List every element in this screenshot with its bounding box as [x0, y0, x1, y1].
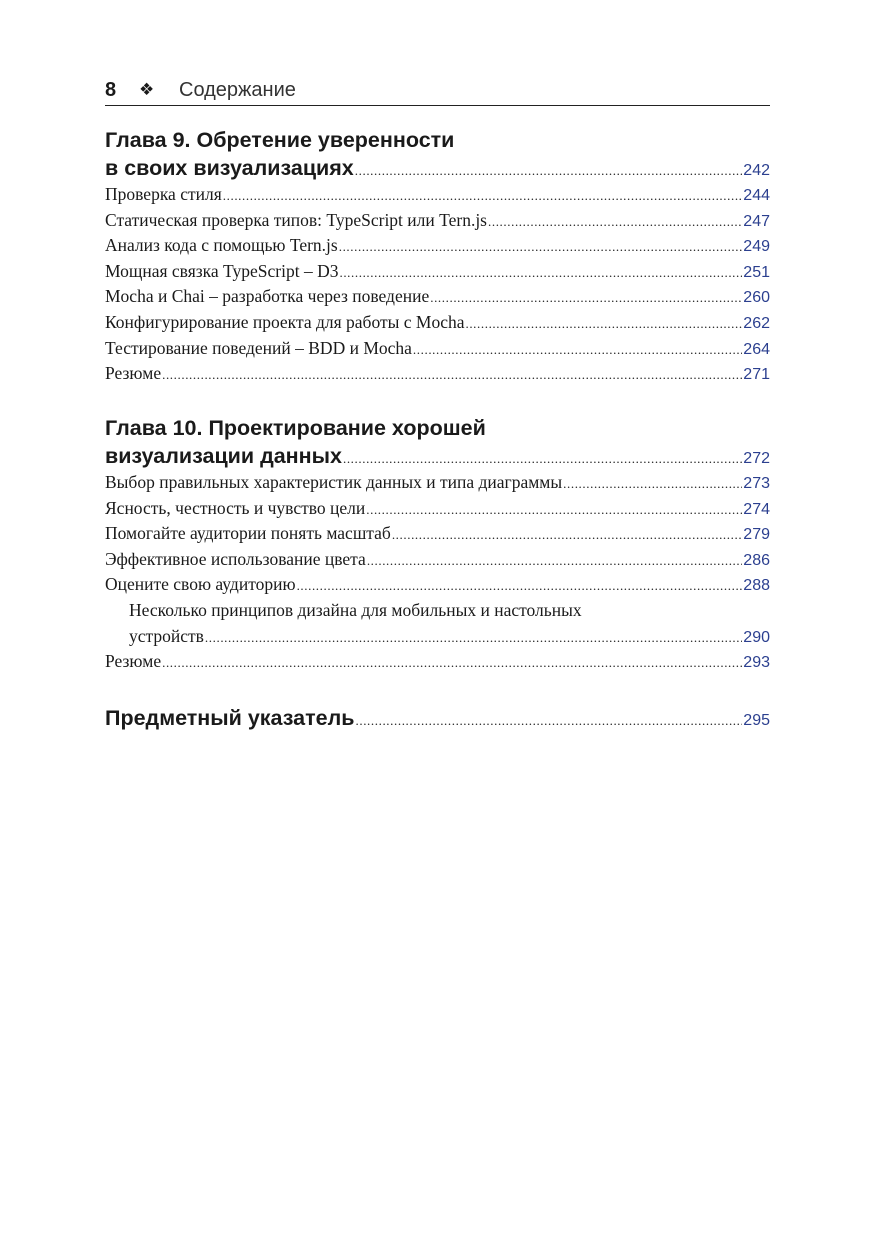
toc-entry-label: Конфигурирование проекта для работы с Mocha: [105, 311, 465, 332]
chapter-9-title-row: [105, 154, 770, 182]
chapter-10-title-line2: визуализации данных: [105, 444, 342, 468]
toc-subentry: [105, 624, 770, 650]
toc-entry-page: 249: [743, 238, 770, 256]
toc-entry-page: 286: [743, 551, 770, 569]
chapter-10-page: 272: [743, 450, 770, 467]
toc-entry: [105, 572, 770, 598]
toc-entry-page: 262: [743, 314, 770, 332]
toc-entry: [105, 547, 770, 573]
chapter-10-title-row: [105, 442, 770, 470]
leader-dots: [366, 497, 742, 523]
toc-entry-page: 244: [743, 187, 770, 204]
toc-entry-page: 264: [743, 340, 770, 358]
leader-dots: [392, 522, 742, 548]
toc-entry-page: 271: [743, 366, 770, 384]
chapter-10-title-line1: Глава 10. Проектирование хорошей: [105, 416, 486, 440]
leader-dots: [343, 445, 742, 473]
toc-entry-label: Анализ кода с помощью Tern.js: [105, 235, 338, 256]
leader-dots: [162, 650, 742, 676]
toc-subentry-label: устройств: [129, 625, 204, 646]
toc-entry: [105, 284, 770, 310]
leader-dots: [205, 625, 742, 651]
toc-entry-page: 288: [743, 577, 770, 595]
toc-entry-label: Ясность, честность и чувство цели: [105, 497, 366, 518]
toc-entry-label: Мощная связка TypeScript – D3: [105, 260, 339, 281]
leader-dots: [367, 548, 742, 574]
toc-subentry-line1: Несколько принципов дизайна для мобильных и настольных: [129, 599, 582, 620]
toc-entry-label: Статическая проверка типов: TypeScript или Tern.js: [105, 209, 487, 230]
toc-entry: [105, 233, 770, 259]
toc-entry-label: Оцените свою аудиторию: [105, 574, 296, 595]
toc-entry: [105, 336, 770, 362]
toc-entry: [105, 208, 770, 234]
toc-entry: [105, 470, 770, 496]
toc-entry: [105, 182, 770, 208]
toc-entry-label: Резюме: [105, 651, 162, 672]
chapter-10: [105, 414, 770, 675]
chapter-9: [105, 126, 770, 387]
toc-entry-label: Проверка стиля: [105, 184, 222, 204]
toc-entry-label: Помогайте аудитории понять масштаб: [105, 523, 391, 544]
chapter-9-title-line1: Глава 9. Обретение уверенности: [105, 128, 455, 152]
leader-dots: [355, 157, 743, 185]
toc-entry: [105, 649, 770, 675]
leader-dots: [223, 183, 743, 209]
toc-entry-page: 247: [743, 212, 770, 230]
leader-dots: [339, 234, 743, 260]
toc-entry-page: 293: [743, 654, 770, 672]
toc-entry-label: Эффективное использование цвета: [105, 548, 366, 569]
leader-dots: [430, 285, 742, 311]
leader-dots: [356, 706, 743, 736]
leader-dots: [413, 337, 742, 363]
leader-dots: [162, 362, 742, 388]
toc-entry-page: 260: [743, 289, 770, 307]
toc-entry-label: Тестирование поведений – BDD и Mocha: [105, 337, 412, 358]
index-page: 295: [743, 712, 770, 729]
toc-subentry-page: 290: [743, 628, 770, 646]
leader-dots: [488, 209, 742, 235]
toc-entry: [105, 310, 770, 336]
toc-entry-page: 274: [743, 500, 770, 518]
leader-dots: [339, 260, 742, 286]
toc-entry-page: 251: [743, 263, 770, 281]
toc-entry: [105, 521, 770, 547]
index-entry-block: [105, 703, 770, 733]
leader-dots: [297, 573, 743, 599]
toc-entry: [105, 361, 770, 387]
running-title: Содержание: [179, 79, 296, 101]
toc-entry-page: 279: [743, 526, 770, 544]
toc-entry-label: Резюме: [105, 363, 162, 384]
toc-entry: [105, 259, 770, 285]
index-label: Предметный указатель: [105, 706, 355, 730]
ornament-icon: ❖: [139, 80, 155, 100]
toc-entry-label: Выбор правильных характеристик данных и типа диаграммы: [105, 472, 563, 492]
toc-entry: [105, 496, 770, 522]
chapter-9-page: 242: [743, 162, 770, 179]
chapter-9-title-line2: в своих визуализациях: [105, 156, 354, 180]
page-number: 8: [105, 79, 117, 101]
leader-dots: [465, 311, 742, 337]
running-header: [105, 77, 770, 106]
toc-entry-page: 273: [743, 475, 770, 492]
leader-dots: [563, 471, 742, 497]
toc-entry-label: Mocha и Chai – разработка через поведение: [105, 286, 430, 307]
index-entry: [105, 703, 770, 733]
